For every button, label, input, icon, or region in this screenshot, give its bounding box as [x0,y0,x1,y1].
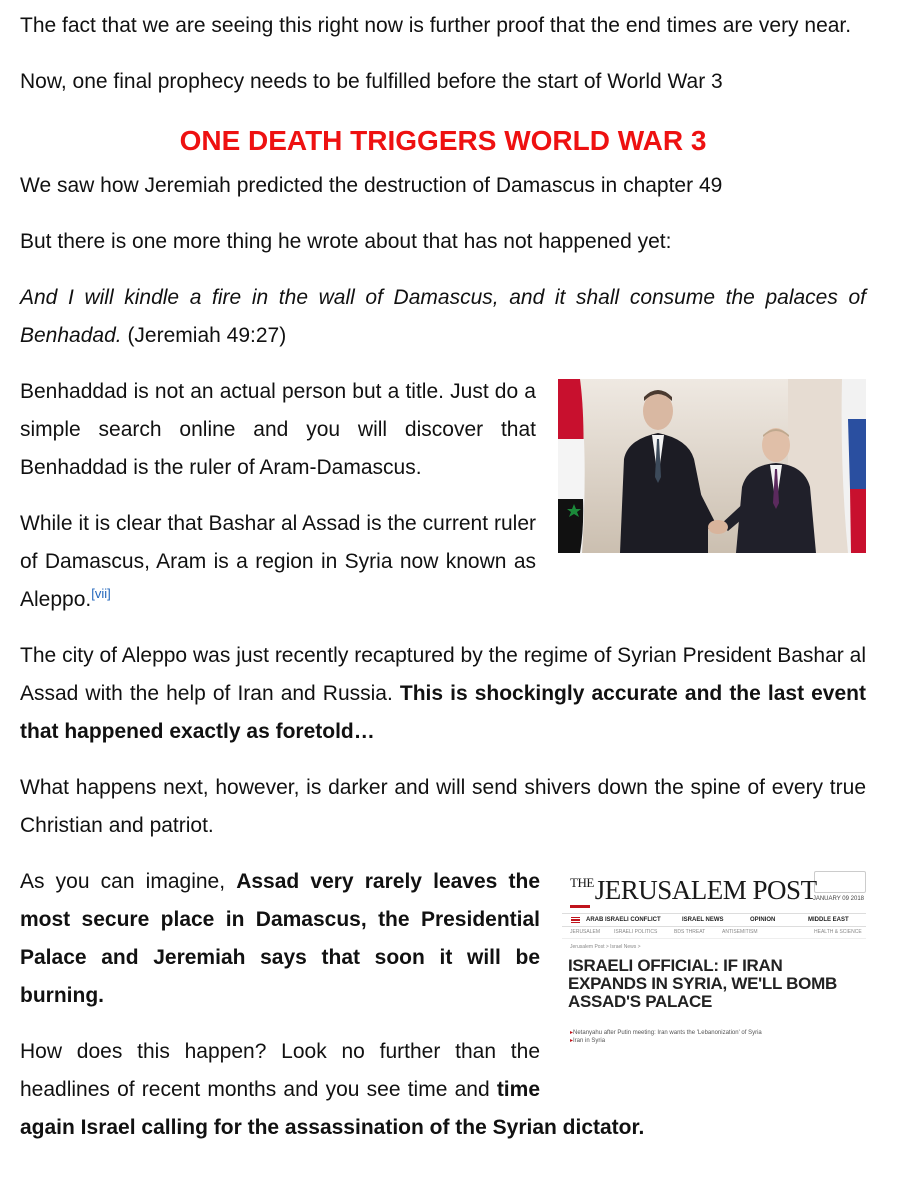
newspaper-nav-item: MIDDLE EAST [808,917,849,923]
newspaper-logo [570,875,817,905]
newspaper-breadcrumb: Jerusalem Post > Israel News > [570,944,641,950]
newspaper-logo-name: JERUSALEM POST [594,875,817,905]
paragraph-what-happens-next: What happens next, however, is darker and will send shivers down the spine of every true Christian and patriot. [20,776,866,837]
paragraph-recaptured [20,637,866,751]
paragraph-aleppo-text: While it is clear that Bashar al Assad is the current ruler of Damascus, Aram is a region in Syria now known as Aleppo. [20,512,536,611]
newspaper-related-link: ▸ Iran in Syria [570,1037,860,1045]
paragraph-recaptured-emphasis: This is shockingly accurate and the last event that happened exactly as foretold… [20,682,866,743]
jerusalem-post-screenshot [562,869,866,1069]
article-body [20,7,866,1165]
newspaper-subnav-item: HEALTH & SCIENCE [814,929,862,935]
handshake-photo [558,379,866,553]
paragraph-recaptured-text: The city of Aleppo was just recently recaptured by the regime of Syrian President Bashar al Assad with the help of Iran and Russia. [20,644,866,705]
paragraph-headlines-text: How does this happen? Look no further than the headlines of recent months and you see time and [20,1040,540,1101]
newspaper-subnav [562,927,866,939]
paragraph-jeremiah: We saw how Jeremiah predicted the destruction of Damascus in chapter 49 [20,174,723,197]
paragraph-final-prophecy: Now, one final prophecy needs to be fulfilled before the start of World War 3 [20,70,723,93]
newspaper-nav-item: ARAB ISRAELI CONFLICT [586,917,661,923]
newspaper-nav [562,913,866,927]
section-heading: ONE DEATH TRIGGERS WORLD WAR 3 [179,125,707,156]
paragraph-one-more-thing: But there is one more thing he wrote about that has not happened yet: [20,230,672,253]
paragraph-palace-text: As you can imagine, [20,870,237,893]
newspaper-nav-item: OPINION [750,917,776,923]
paragraph-palace-emphasis: Assad very rarely leaves the most secure place in Damascus, the Presidential Palace and Jeremiah says that soon it will be burning. [20,870,540,1007]
newspaper-related-link: ▸ Netanyahu after Putin meeting: Iran wants the 'Lebanonization' of Syria [570,1029,860,1037]
paragraph-headlines-emphasis: time again Israel calling for the assassination of the Syrian dictator. [20,1078,645,1139]
newspaper-subnav-item: BDS THREAT [674,929,706,935]
newspaper-headline: ISRAELI OFFICIAL: IF IRAN EXPANDS IN SYRIA, WE'LL BOMB ASSAD'S PALACE [568,956,837,1011]
newspaper-related-links [570,1029,860,1045]
newspaper-date: JANUARY 09 2018 [812,896,864,902]
newspaper-logo-accent [570,905,590,908]
newspaper-search-box [814,871,866,893]
newspaper-logo-the: THE [570,875,594,890]
scripture-quote-text: And I will kindle a fire in the wall of Damascus, and it shall consume the palaces of Benhadad. [20,286,866,347]
menu-icon [571,917,580,923]
footnote-link[interactable]: [vii] [91,586,111,601]
newspaper-subnav-item: ISRAELI POLITICS [614,929,658,935]
newspaper-nav-item: ISRAEL NEWS [682,917,724,923]
scripture-reference: (Jeremiah 49:27) [121,324,287,347]
newspaper-subnav-item: JERUSALEM [570,929,601,935]
scripture-quote [20,279,866,355]
paragraph-benhaddad: Benhaddad is not an actual person but a title. Just do a simple search online and you will discover that Benhaddad is the ruler of Aram-Damascus. [20,380,536,479]
paragraph-end-times: The fact that we are seeing this right now is further proof that the end times are very near. [20,14,852,37]
newspaper-subnav-item: ANTISEMITISM [722,929,758,935]
handshake-photo-illustration [558,379,866,553]
